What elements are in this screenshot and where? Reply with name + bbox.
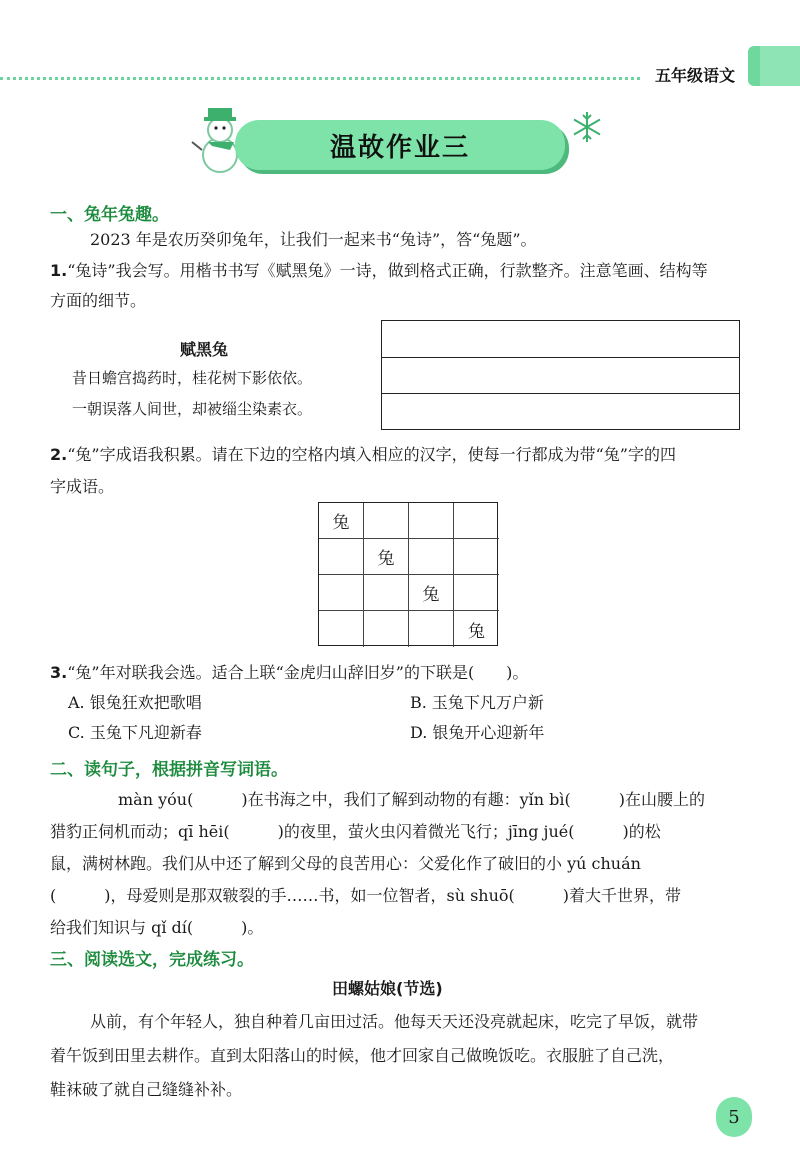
handwriting-box[interactable]: [381, 320, 740, 430]
question3-text: “兔”年对联我会选。适合上联“金虎归山辞旧岁”的下联是( )。: [67, 663, 529, 682]
grade-label: 五年级语文: [654, 65, 735, 85]
grid-cell[interactable]: [364, 575, 409, 611]
story-line-2: 着午饭到田里去耕作。直到太阳落山的时候，他才回家自己做晚饭吃。衣服脏了自己洗，: [50, 1046, 675, 1065]
grid-cell[interactable]: [319, 539, 364, 575]
poem-line-1: 昔日蟾宫捣药时，桂花树下影依依。: [72, 369, 313, 387]
grid-cell[interactable]: [454, 503, 499, 539]
option-d[interactable]: D. 银兔开心迎新年: [410, 723, 545, 742]
idiom-grid: [318, 502, 498, 646]
pinyin-line-2: 猎豹正伺机而动；qī hēi( )的夜里，萤火虫闪着微光飞行；jīng jué( )的松: [50, 822, 661, 841]
question1-text-a: “兔诗”我会写。用楷书书写《赋黑兔》一诗，做到格式正确，行款整齐。注意笔画、结构等: [67, 261, 708, 280]
question2-text-a: “兔”字成语我积累。请在下边的空格内填入相应的汉字，使每一行都成为带“兔”字的四: [67, 445, 676, 464]
pinyin-line-4: ( )，母爱则是那双皲裂的手……书，如一位智者，sù shuō( )着大千世界，带: [50, 886, 682, 905]
option-a[interactable]: A. 银兔狂欢把歌唱: [68, 693, 202, 712]
grid-cell[interactable]: [364, 503, 409, 539]
poem-title: 赋黑兔: [180, 340, 229, 359]
grid-cell[interactable]: [319, 575, 364, 611]
option-c[interactable]: C. 玉兔下凡迎新春: [68, 723, 202, 742]
pinyin-line-5: 给我们知识与 qǐ dí( )。: [50, 918, 264, 937]
section1-intro: 2023 年是农历癸卯兔年，让我们一起来书“兔诗”，答“兔题”。: [90, 230, 537, 249]
handwriting-line: [382, 357, 739, 358]
poem-line-2: 一朝误落人间世，却被缁尘染素衣。: [72, 400, 313, 418]
grid-cell: 兔: [468, 621, 485, 642]
section2-heading: 二、读句子，根据拼音写词语。: [50, 760, 288, 780]
grid-cell[interactable]: [409, 539, 454, 575]
header-dotted-line: [0, 77, 640, 80]
grid-cell[interactable]: [364, 611, 409, 647]
handwriting-line: [382, 393, 739, 394]
question1-number: 1.: [50, 261, 68, 280]
question3: [50, 658, 760, 688]
question2-text-b: 字成语。: [50, 477, 115, 496]
option-b[interactable]: B. 玉兔下凡万户新: [410, 693, 544, 712]
story-line-1: 从前，有个年轻人，独自种着几亩田过活。他每天天还没亮就起床，吃完了早饭，就带: [90, 1012, 699, 1031]
pinyin-line-3: 鼠，满树林跑。我们从中还了解到父母的良苦用心：父爱化作了破旧的小 yú chuán: [50, 854, 641, 873]
question2: [50, 440, 760, 470]
section1-heading: 一、兔年兔趣。: [50, 205, 169, 225]
page-title: 温故作业三: [329, 132, 470, 163]
grid-cell[interactable]: [319, 611, 364, 647]
question1-text-b: 方面的细节。: [50, 291, 147, 310]
grid-cell[interactable]: [409, 611, 454, 647]
snowflake-icon: [570, 110, 604, 144]
grid-cell: 兔: [409, 575, 454, 611]
grid-cell[interactable]: [409, 503, 454, 539]
section3-heading: 三、阅读选文，完成练习。: [50, 950, 254, 970]
question2-number: 2.: [50, 445, 68, 464]
page-number: 5: [716, 1097, 752, 1137]
question3-number: 3.: [50, 663, 68, 682]
story-line-3: 鞋袜破了就自己缝缝补补。: [50, 1080, 243, 1099]
grid-cell[interactable]: [454, 539, 499, 575]
pinyin-line-1: màn yóu( )在书海之中，我们了解到动物的有趣：yǐn bì( )在山腰上的: [118, 790, 705, 809]
grid-cell: 兔: [319, 503, 364, 539]
header-green-tab-light: [760, 46, 800, 86]
question1: [50, 256, 760, 286]
grid-cell[interactable]: [454, 575, 499, 611]
story-title: 田螺姑娘(节选): [332, 979, 443, 998]
grid-cell: 兔: [364, 539, 409, 575]
